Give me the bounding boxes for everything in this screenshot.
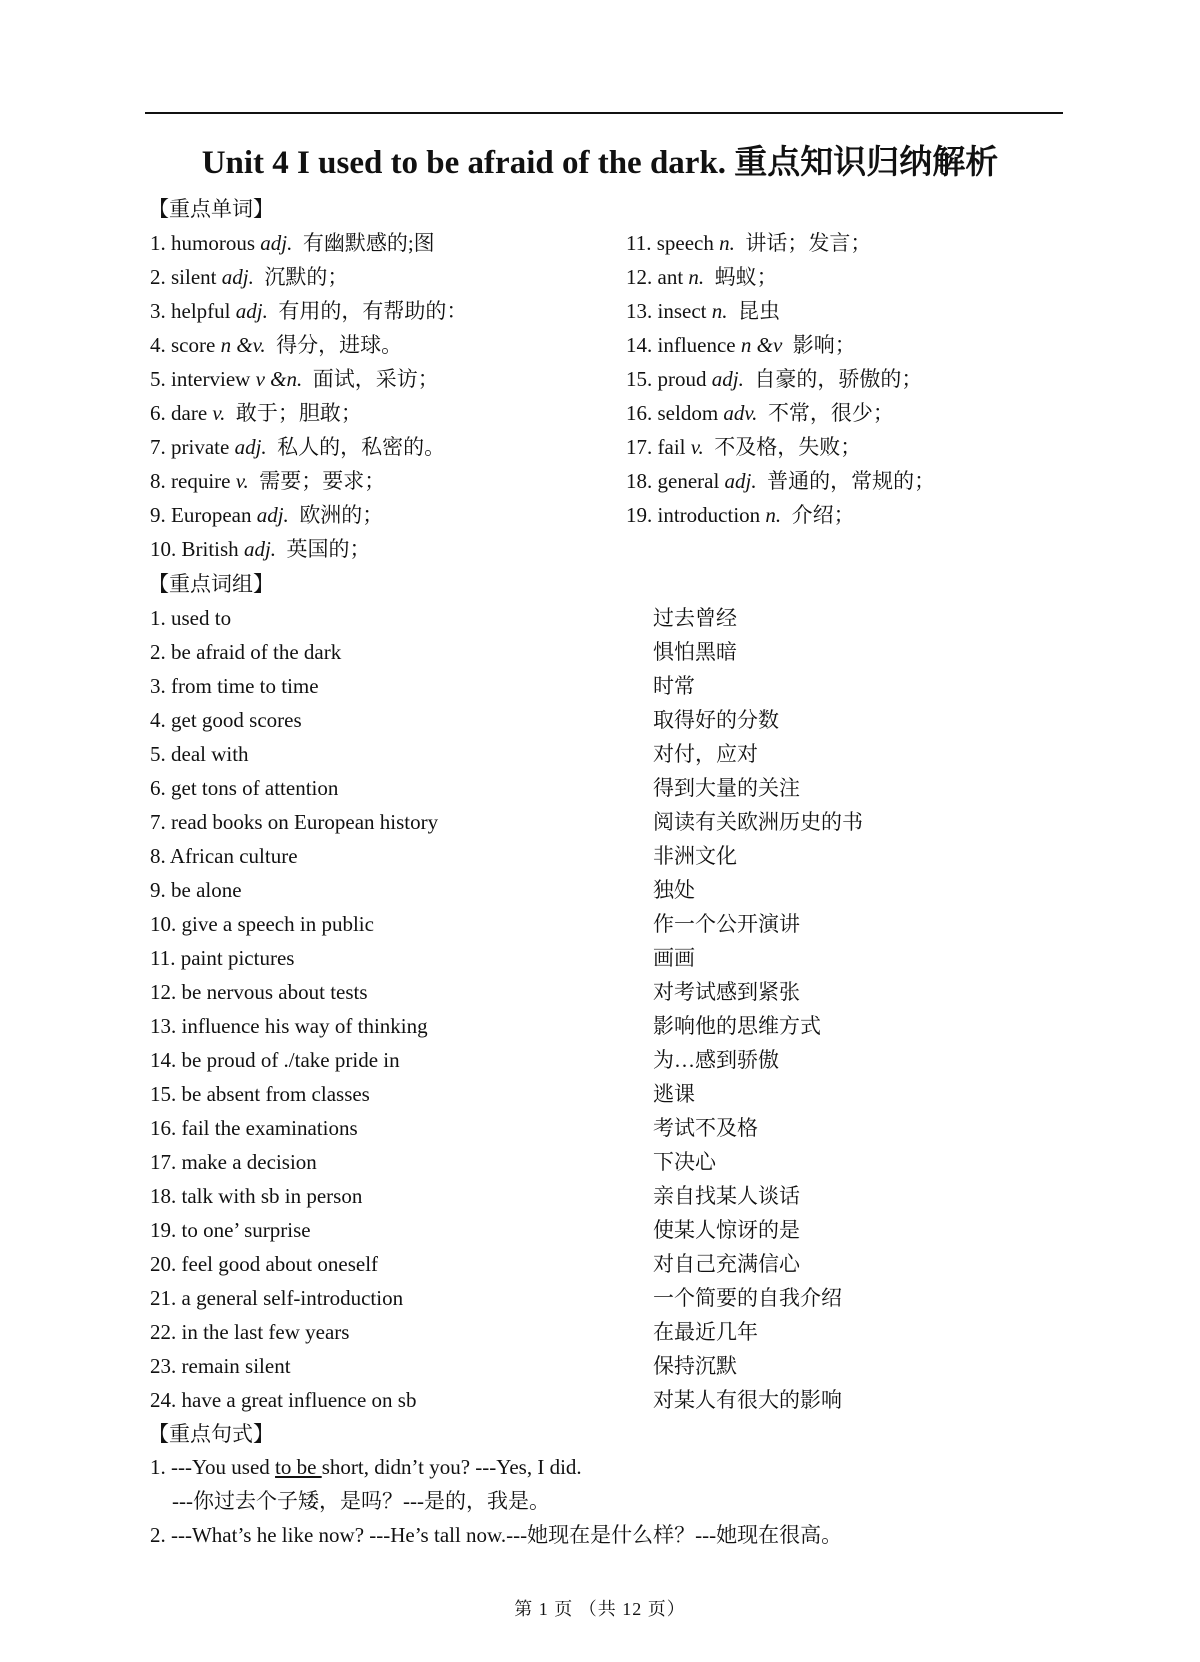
vocab-word: dare [171,401,208,425]
vocab-part-of-speech: adj. [234,435,267,459]
vocab-meaning: 有幽默感的;图 [302,231,435,255]
phrase-chinese: 惧怕黑暗 [653,640,737,664]
sentence-1-start: 1. ---You used [150,1455,276,1479]
vocab-number: 1. [150,231,166,255]
phrase-english: 6. get tons of attention [150,776,339,800]
vocab-meaning: 普通的，常规的； [767,469,936,493]
phrase-english: 21. a general self-introduction [150,1286,404,1310]
vocab-column-left [150,226,467,566]
vocab-word: score [171,333,216,357]
vocab-meaning: 沉默的； [264,265,349,289]
phrase-english: 14. be proud of ./take pride in [150,1048,400,1072]
vocab-part-of-speech: v. [212,401,226,425]
phrase-english: 13. influence his way of thinking [150,1014,428,1038]
phrase-english: 23. remain silent [150,1354,291,1378]
vocab-number: 9. [150,503,166,527]
vocab-number: 10. [150,537,177,561]
phrase-chinese: 独处 [653,878,695,902]
phrase-english: 19. to one’ surprise [150,1218,311,1242]
phrase-chinese: 在最近几年 [653,1320,758,1344]
vocab-item [626,226,935,260]
vocab-word: European [171,503,252,527]
phrase-chinese: 画画 [653,946,695,970]
sentence-1-underlined: to be [275,1455,322,1479]
phrase-english: 18. talk with sb in person [150,1184,363,1208]
phrase-chinese: 时常 [653,674,695,698]
vocab-number: 7. [150,435,166,459]
section-heading-words: 【重点单词】 [148,197,274,221]
vocab-number: 3. [150,299,166,323]
phrase-chinese: 得到大量的关注 [653,776,800,800]
vocab-part-of-speech: v &n. [255,367,303,391]
phrase-chinese: 一个简要的自我介绍 [653,1286,842,1310]
vocab-meaning: 不常，很少； [767,401,894,425]
phrase-english: 3. from time to time [150,674,319,698]
vocab-word: influence [657,333,736,357]
phrase-chinese: 非洲文化 [653,844,737,868]
vocab-part-of-speech: v. [235,469,249,493]
vocab-number: 5. [150,367,166,391]
vocab-word: British [181,537,239,561]
section-heading-sentences: 【重点句式】 [148,1422,274,1446]
phrase-chinese: 保持沉默 [653,1354,737,1378]
vocab-meaning: 影响； [792,333,856,357]
phrase-chinese: 亲自找某人谈话 [653,1184,800,1208]
vocab-word: private [171,435,230,459]
phrase-chinese: 影响他的思维方式 [653,1014,821,1038]
phrase-english: 11. paint pictures [150,946,295,970]
phrase-english: 22. in the last few years [150,1320,350,1344]
phrase-english: 5. deal with [150,742,249,766]
vocab-part-of-speech: adj. [711,367,744,391]
vocab-word: ant [657,265,684,289]
sentence-1 [150,1450,582,1484]
vocab-item [150,498,467,532]
vocab-part-of-speech: adj. [260,231,293,255]
phrase-english: 8. African culture [150,844,298,868]
vocab-meaning: 蚂蚁； [714,265,778,289]
vocab-item [626,498,935,532]
phrase-chinese: 为…感到骄傲 [653,1048,779,1072]
vocab-column-right [626,226,935,532]
vocab-number: 2. [150,265,166,289]
phrase-chinese: 对自己充满信心 [653,1252,800,1276]
phrase-english: 24. have a great influence on sb [150,1388,417,1412]
phrase-chinese: 对考试感到紧张 [653,980,800,1004]
phrase-chinese: 对付，应对 [653,742,758,766]
vocab-number: 6. [150,401,166,425]
vocab-word: interview [171,367,251,391]
vocab-part-of-speech: adj. [256,503,289,527]
vocab-item [150,226,467,260]
vocab-item [626,260,935,294]
vocab-part-of-speech: adj. [243,537,277,561]
vocab-number: 18. [626,469,653,493]
sentence-2: 2. ---What’s he like now? ---He’s tall now.---她现在是什么样？---她现在很高。 [150,1523,843,1547]
phrase-english: 16. fail the examinations [150,1116,358,1140]
vocab-item [150,294,467,328]
vocab-item [626,464,935,498]
vocab-meaning: 欧洲的； [299,503,384,527]
vocab-number: 16. [626,401,653,425]
phrase-chinese: 阅读有关欧洲历史的书 [653,810,863,834]
vocab-word: introduction [657,503,761,527]
phrase-chinese: 取得好的分数 [653,708,779,732]
vocab-meaning: 不及格，失败； [714,435,862,459]
vocab-meaning: 昆虫 [737,299,780,323]
sentence-1-translation: ---你过去个子矮，是吗？---是的，我是。 [172,1489,550,1513]
phrase-english: 9. be alone [150,878,242,902]
vocab-part-of-speech: v. [690,435,704,459]
vocab-item [626,430,935,464]
phrase-chinese: 作一个公开演讲 [653,912,800,936]
vocab-item [626,396,935,430]
phrase-chinese: 逃课 [653,1082,695,1106]
vocab-number: 15. [626,367,653,391]
vocab-part-of-speech: n. [765,503,782,527]
vocab-part-of-speech: adj. [724,469,757,493]
vocab-word: insect [657,299,707,323]
phrase-english: 4. get good scores [150,708,302,732]
phrase-english: 1. used to [150,606,232,630]
vocab-number: 19. [626,503,653,527]
vocab-part-of-speech: n &v. [220,333,266,357]
vocab-word: proud [657,367,707,391]
vocab-meaning: 讲话；发言； [745,231,872,255]
vocab-word: humorous [171,231,255,255]
header-rule [145,112,1063,114]
phrase-english: 2. be afraid of the dark [150,640,342,664]
phrase-chinese: 过去曾经 [653,606,737,630]
vocab-part-of-speech: n &v [740,333,783,357]
phrase-english: 15. be absent from classes [150,1082,370,1106]
vocab-meaning: 自豪的，骄傲的； [754,367,923,391]
vocab-part-of-speech: n. [711,299,728,323]
vocab-number: 14. [626,333,653,357]
vocab-number: 11. [626,231,652,255]
vocab-word: seldom [657,401,719,425]
vocab-item [150,532,467,566]
page-footer: 第 1 页 （共 12 页） [514,1599,686,1619]
vocab-number: 13. [626,299,653,323]
vocab-word: fail [657,435,686,459]
phrase-english: 7. read books on European history [150,810,439,834]
phrase-column-chinese [653,601,863,1417]
vocab-meaning: 需要；要求； [259,469,386,493]
phrase-english: 20. feel good about oneself [150,1252,379,1276]
vocab-meaning: 私人的，私密的。 [277,435,446,459]
vocab-word: helpful [171,299,231,323]
phrase-column-english [150,601,438,1417]
phrase-chinese: 考试不及格 [653,1116,758,1140]
vocab-item [626,362,935,396]
phrase-english: 17. make a decision [150,1150,317,1174]
vocab-number: 8. [150,469,166,493]
vocab-number: 17. [626,435,653,459]
vocab-item [150,430,467,464]
vocab-item [150,396,467,430]
vocab-meaning: 有用的，有帮助的： [278,299,468,323]
vocab-item [150,464,467,498]
vocab-part-of-speech: adj. [235,299,268,323]
vocab-item [626,328,935,362]
vocab-number: 12. [626,265,653,289]
vocab-item [150,328,467,362]
vocab-part-of-speech: n. [719,231,735,255]
phrase-english: 12. be nervous about tests [150,980,368,1004]
section-heading-phrases: 【重点词组】 [148,572,274,596]
vocab-item [150,260,467,294]
vocab-word: general [657,469,720,493]
phrase-english: 10. give a speech in public [150,912,374,936]
phrase-chinese: 使某人惊讶的是 [653,1218,800,1242]
vocab-part-of-speech: adj. [221,265,254,289]
vocab-part-of-speech: adv. [723,401,758,425]
vocab-item [626,294,935,328]
phrase-chinese: 下决心 [653,1150,716,1174]
phrase-chinese: 对某人有很大的影响 [653,1388,842,1412]
vocab-meaning: 介绍； [791,503,855,527]
vocab-part-of-speech: n. [688,265,705,289]
sentence-1-end: short, didn’t you? ---Yes, I did. [321,1455,582,1479]
vocab-item [150,362,467,396]
vocab-meaning: 得分，进球。 [276,333,403,357]
vocab-meaning: 英国的； [286,537,371,561]
page-title: Unit 4 I used to be afraid of the dark. 重点知识归纳解析 [201,145,999,181]
vocab-meaning: 面试，采访； [312,367,439,391]
vocab-word: require [171,469,231,493]
vocab-word: speech [656,231,714,255]
vocab-word: silent [171,265,217,289]
vocab-meaning: 敢于；胆敢； [235,401,362,425]
vocab-number: 4. [150,333,166,357]
